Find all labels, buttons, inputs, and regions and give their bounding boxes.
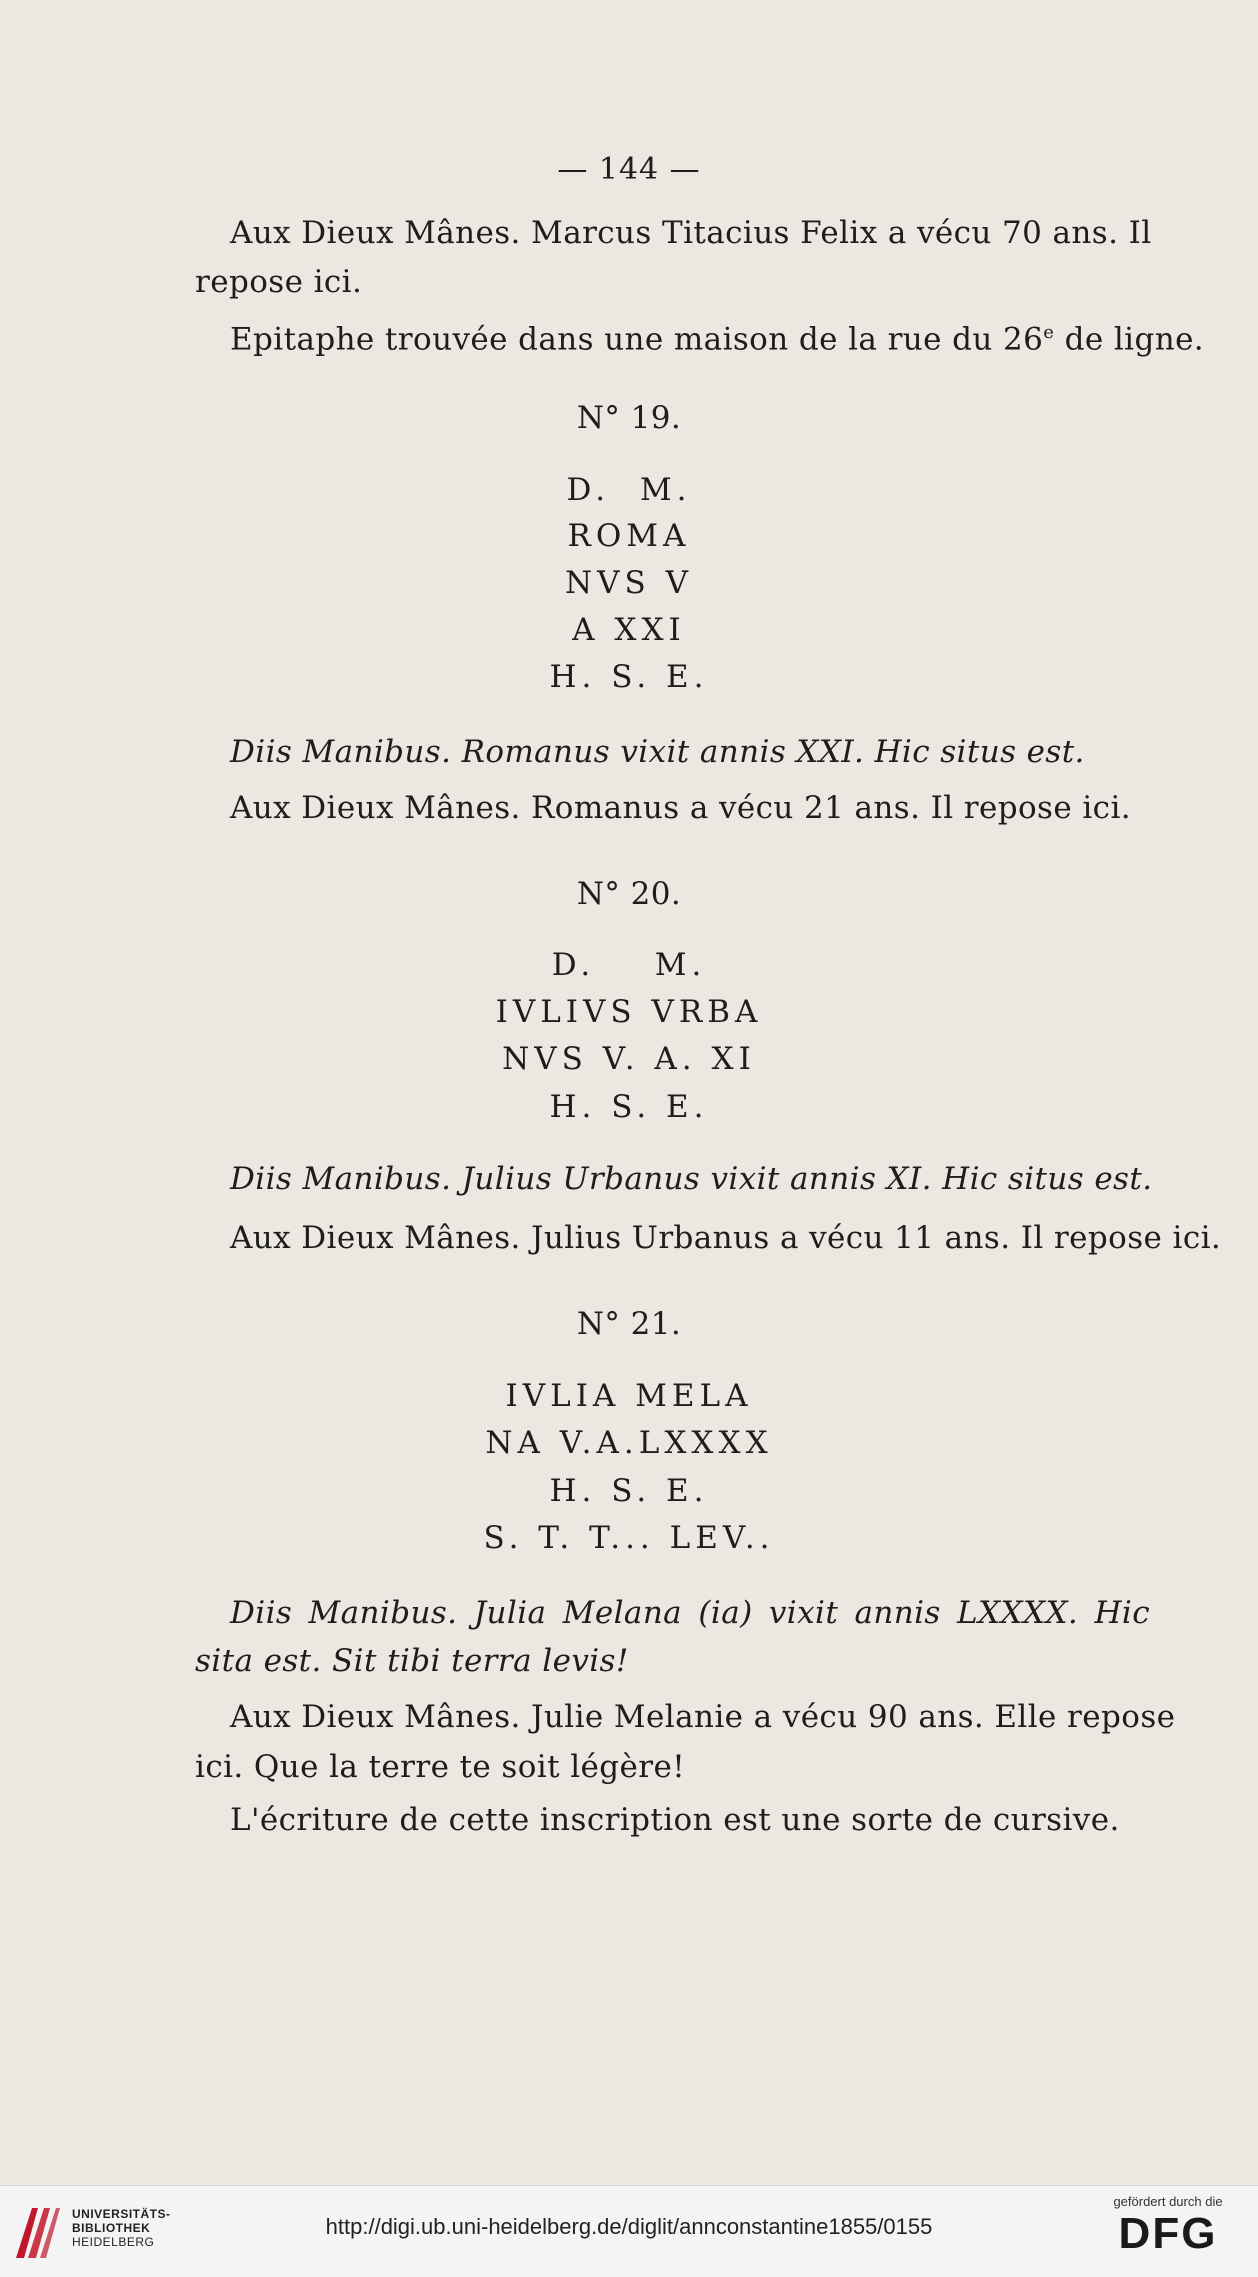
library-name-line: BIBLIOTHEK bbox=[72, 2221, 151, 2235]
page-number: — 144 — bbox=[557, 152, 701, 187]
closing-paragraph: L'écriture de cette inscription est une sorte de cursive. bbox=[230, 1802, 1120, 1838]
inscription-line: NA V.A.LXXXX bbox=[485, 1425, 773, 1461]
french-translation: Aux Dieux Mânes. Julius Urbanus a vécu 11 ans. Il repose ici. bbox=[230, 1220, 1222, 1256]
inscription-line: H. S. E. bbox=[549, 1473, 709, 1509]
inscription-line: H. S. E. bbox=[549, 659, 709, 695]
inscription-line: D. M. bbox=[566, 472, 692, 508]
french-translation: Aux Dieux Mânes. Romanus a vécu 21 ans. Il repose ici. bbox=[230, 790, 1132, 826]
inscription-line: NVS V bbox=[565, 565, 693, 601]
inscription-line: IVLIA MELA bbox=[505, 1378, 753, 1414]
library-name-line: HEIDELBERG bbox=[72, 2235, 155, 2249]
funder-label: gefördert durch die bbox=[1113, 2194, 1223, 2209]
library-name-line: UNIVERSITÄTS- bbox=[72, 2207, 171, 2221]
french-translation: Aux Dieux Mânes. Julie Melanie a vécu 90 ans. Elle repose bbox=[230, 1699, 1176, 1735]
permalink-url[interactable]: http://digi.ub.uni-heidelberg.de/diglit/annconstantine1855/0155 bbox=[325, 2214, 933, 2239]
entry-heading: N° 19. bbox=[576, 400, 682, 436]
viewer-footer bbox=[0, 2185, 1258, 2277]
paragraph-line: Aux Dieux Mânes. Marcus Titacius Felix a vécu 70 ans. Il bbox=[230, 215, 1152, 251]
inscription-line: ROMA bbox=[567, 518, 691, 554]
inscription-line: H. S. E. bbox=[549, 1089, 709, 1125]
inscription-line: S. T. T... LEV.. bbox=[483, 1520, 775, 1556]
entry-heading: N° 20. bbox=[576, 876, 682, 912]
inscription-line: NVS V. A. XI bbox=[502, 1041, 756, 1077]
funder-block bbox=[1098, 2194, 1238, 2259]
dfg-logo: DFG bbox=[1118, 2209, 1218, 2258]
inscription-line: A XXI bbox=[572, 612, 686, 648]
inscription-line: D. M. bbox=[551, 947, 707, 983]
latin-translation: Diis Manibus. Julia Melana (ia) vixit annis LXXXX. Hic bbox=[230, 1595, 1150, 1631]
inscription-line: IVLIVS VRBA bbox=[495, 994, 763, 1030]
latin-translation: Diis Manibus. Julius Urbanus vixit annis XI. Hic situs est. bbox=[230, 1161, 1153, 1197]
latin-translation: Diis Manibus. Romanus vixit annis XXI. Hic situs est. bbox=[230, 734, 1085, 770]
latin-translation: sita est. Sit tibi terra levis! bbox=[195, 1643, 629, 1679]
paragraph-line: Epitaphe trouvée dans une maison de la rue du 26e de ligne. bbox=[230, 321, 1205, 358]
french-translation: ici. Que la terre te soit légère! bbox=[195, 1749, 686, 1785]
paragraph-line: repose ici. bbox=[195, 264, 363, 300]
entry-heading: N° 21. bbox=[576, 1306, 682, 1342]
